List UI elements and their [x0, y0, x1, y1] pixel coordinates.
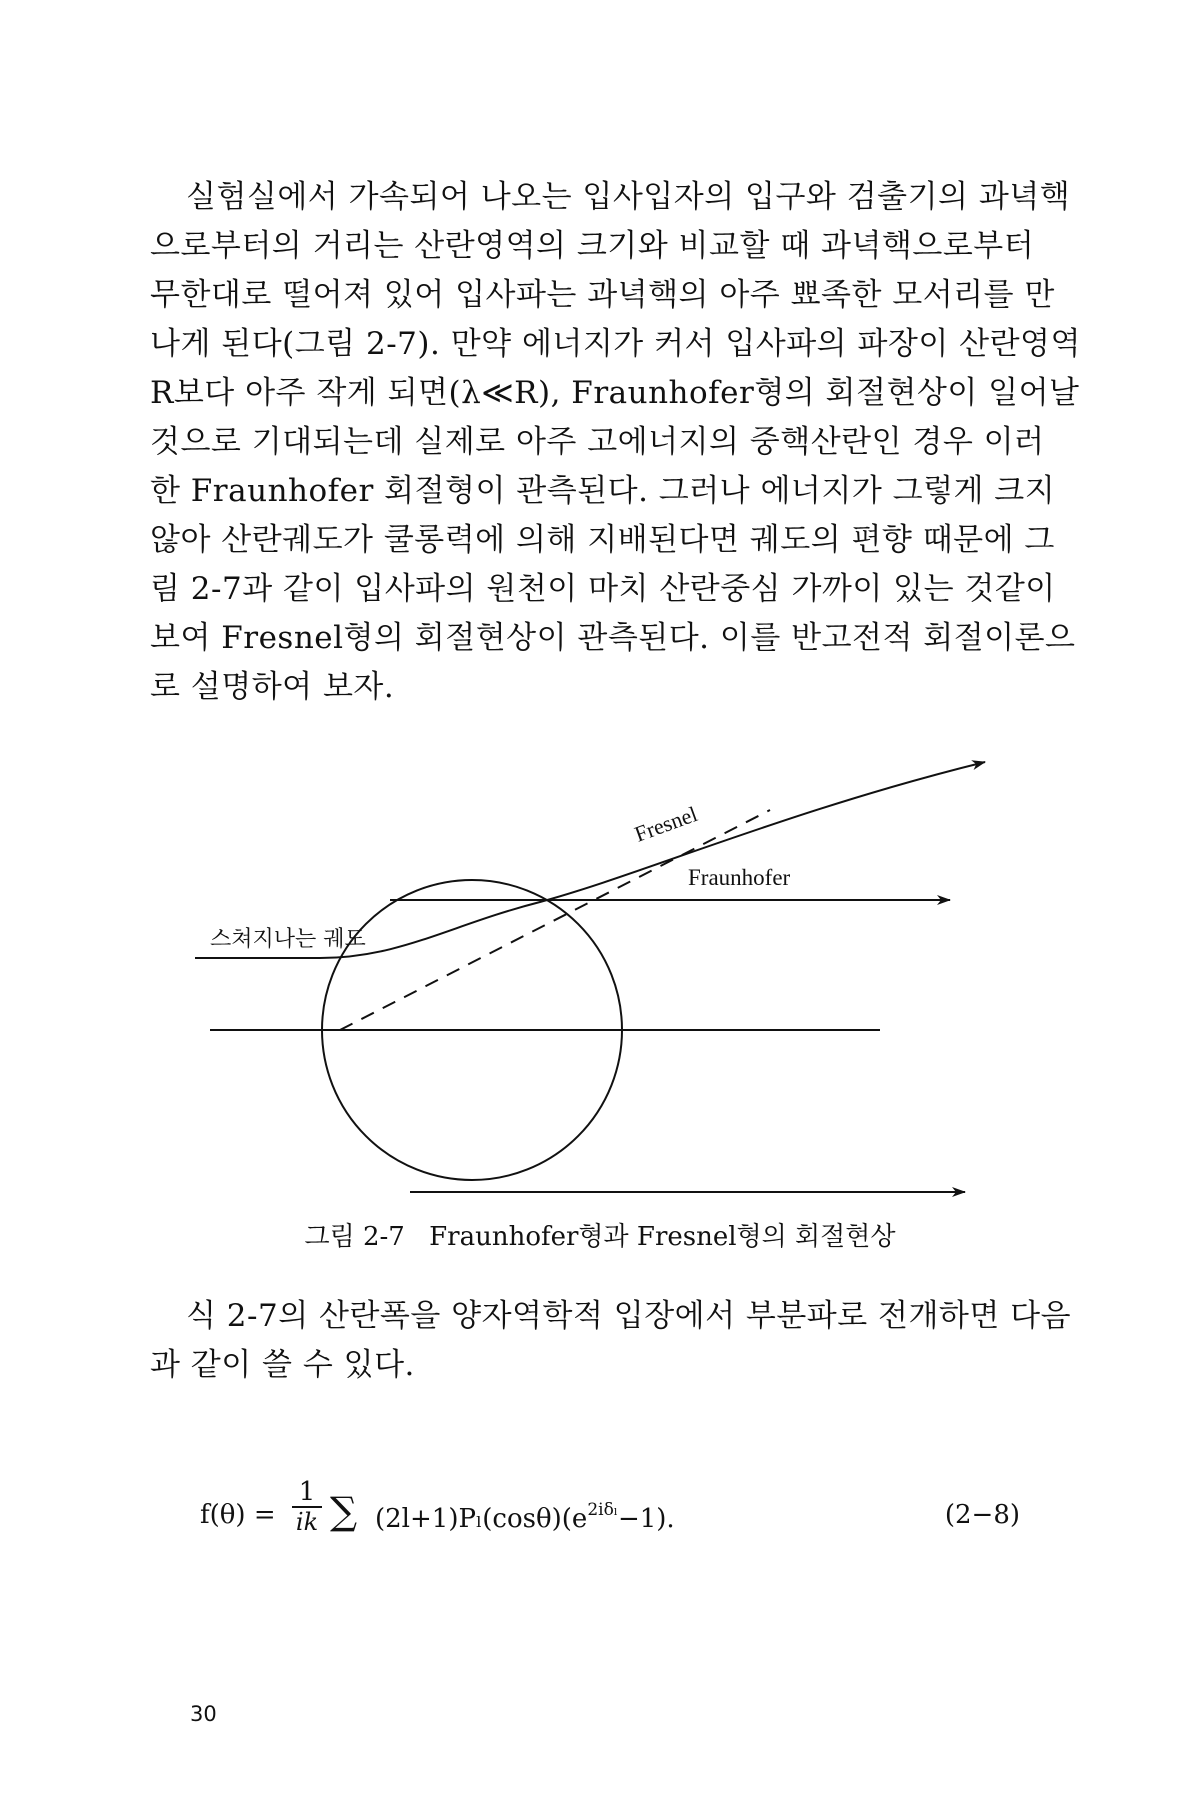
equation-rhs-main: (2l+1)Pₗ(cosθ)(e	[375, 1504, 588, 1534]
fraunhofer-label: Fraunhofer	[688, 865, 791, 890]
figure-caption	[0, 1220, 1200, 1254]
equation-fraction	[292, 1478, 322, 1536]
paragraph-1-line: 보여 Fresnel형의 회절현상이 관측된다. 이를 반고전적 회절이론으	[150, 620, 1076, 656]
summation-symbol: ∑	[330, 1489, 358, 1533]
body-paragraph-1	[150, 173, 1081, 712]
paragraph-1-line: 림 2-7과 같이 입사파의 원천이 마치 산란중심 가까이 있는 것같이	[150, 571, 1056, 607]
equation-numerator: 1	[292, 1478, 322, 1508]
paragraph-1-line: 로 설명하여 보자.	[150, 669, 395, 705]
page-number: 30	[190, 1702, 217, 1726]
paragraph-1-line: 않아 산란궤도가 쿨롱력에 의해 지배된다면 궤도의 편향 때문에 그	[150, 522, 1055, 558]
diffraction-figure	[170, 740, 1030, 1220]
grazing-trajectory-label: 스쳐지나는 궤도	[210, 927, 366, 952]
equation-exponent: 2iδₗ	[587, 1500, 618, 1520]
equation-2-8	[200, 1470, 1020, 1560]
paragraph-1-line: 한 Fraunhofer 회절형이 관측된다. 그러나 에너지가 그렇게 크지	[150, 473, 1056, 509]
paragraph-1-line: 무한대로 떨어져 있어 입사파는 과녁핵의 아주 뾰족한 모서리를 만	[150, 277, 1055, 313]
paragraph-2-line: 과 같이 쓸 수 있다.	[150, 1347, 415, 1383]
equation-lhs: f(θ) =	[200, 1500, 276, 1530]
paragraph-1-line: 실험실에서 가속되어 나오는 입사입자의 입구와 검출기의 과녁핵	[186, 179, 1071, 215]
caption-text: Fraunhofer형과 Fresnel형의 회절현상	[429, 1222, 896, 1252]
equation-number: (2−8)	[944, 1500, 1020, 1530]
paragraph-2-line: 식 2-7의 산란폭을 양자역학적 입장에서 부분파로 전개하면 다음	[186, 1298, 1072, 1334]
equation-denominator: ik	[295, 1508, 319, 1536]
paragraph-1-line: 것으로 기대되는데 실제로 아주 고에너지의 중핵산란인 경우 이러	[150, 424, 1045, 460]
paragraph-1-line: 나게 된다(그림 2-7). 만약 에너지가 커서 입사파의 파장이 산란영역	[150, 326, 1081, 362]
diffraction-diagram	[170, 740, 1030, 1220]
equation-rhs-tail: −1).	[617, 1504, 675, 1534]
paragraph-1-line: R보다 아주 작게 되면(λ≪R), Fraunhofer형의 회절현상이 일어날	[150, 375, 1080, 411]
fresnel-label: Fresnel	[631, 801, 701, 847]
body-paragraph-2	[150, 1292, 1072, 1390]
equation-rhs	[375, 1500, 675, 1534]
paragraph-1-line: 으로부터의 거리는 산란영역의 크기와 비교할 때 과녁핵으로부터	[150, 228, 1035, 264]
caption-number: 그림 2-7	[304, 1222, 405, 1252]
fresnel-dashed-line	[340, 810, 770, 1030]
